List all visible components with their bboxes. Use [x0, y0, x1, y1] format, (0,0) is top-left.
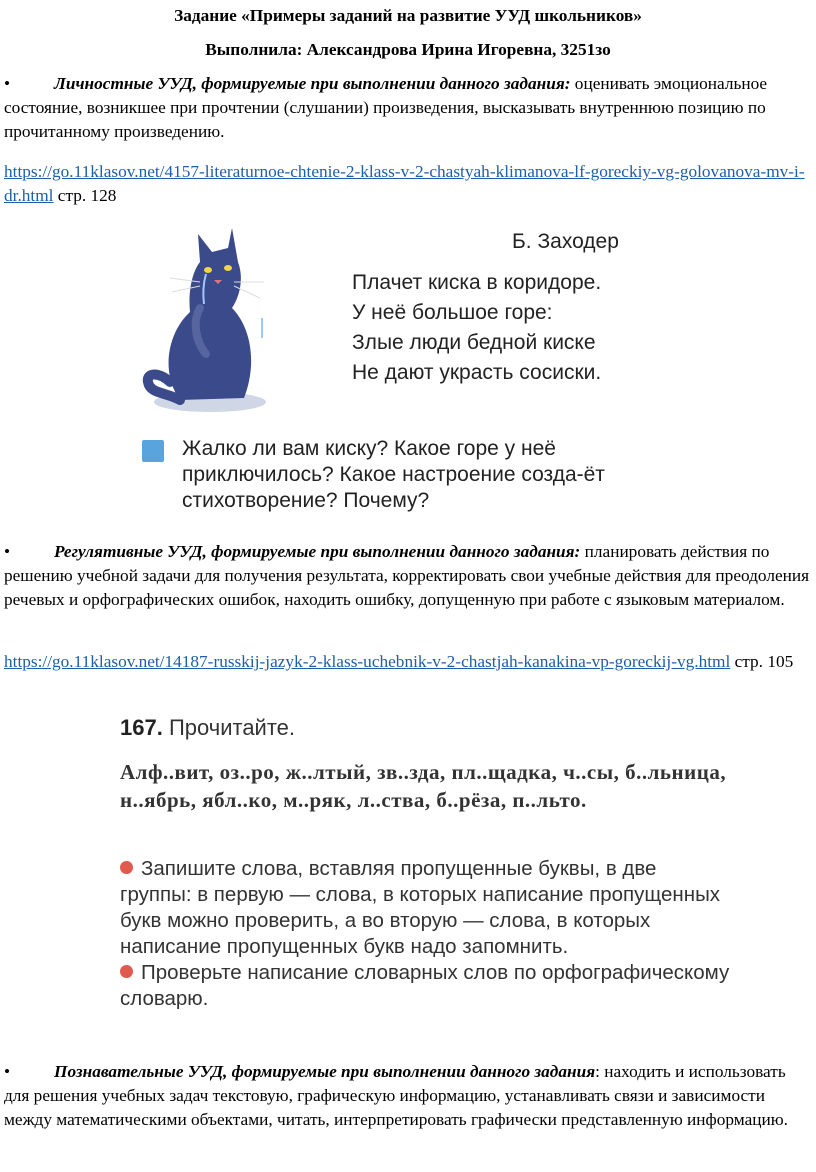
poem-line: У неё большое горе: — [352, 301, 553, 324]
document-title: Задание «Примеры заданий на развитие УУД школьников» — [174, 6, 642, 25]
section2-link[interactable]: https://go.11klasov.net/14187-russkij-jazyk-2-klass-uchebnik-v-2-chastjah-kanakina-vp-goreckij-vg.html — [4, 652, 731, 671]
section1-text: оценивать эмоциональное состояние, возникшее при прочтении (слушании) произведения, высказывать внутреннюю позицию по прочитанному произведению. — [4, 74, 768, 141]
section2-source — [4, 650, 812, 674]
section2-lead: Регулятивные УУД, формируемые при выполнении данного задания: — [54, 542, 581, 561]
section3-text: : находить и использовать для решения учебных задач текстовую, графическую информацию, устанавливать связи и зависимости между математическими объектами, читать, интерпретировать графически представленную информацию. — [4, 1062, 788, 1129]
exercise-instruction: Прочитайте. — [162, 715, 296, 740]
poem-author: Б. Заходер — [512, 230, 619, 253]
poem-line: Злые люди бедной киске — [352, 331, 596, 354]
section2-text: планировать действия по решению учебной задачи для получения результата, корректировать свои учебные действия для преодоления речевых и орфографических ошибок, находить ошибку, допущенную при работе с языковым материалом. — [4, 542, 810, 609]
crying-cat-illustration — [140, 222, 280, 422]
exercise-tasks — [120, 856, 732, 1012]
bullet-3: • — [4, 1062, 11, 1081]
section-regulatory-uud — [4, 540, 812, 612]
section-personal-uud — [4, 72, 812, 144]
bullet-1: • — [4, 74, 11, 93]
task-bullet-icon — [120, 861, 133, 874]
textbook-excerpt-exercise — [112, 716, 732, 1046]
textbook-excerpt-poem — [140, 222, 680, 522]
exercise-words: Алф..вит, оз..ро, ж..лтый, зв..зда, пл..щадка, ч..сы, б..льница, н..ябрь, ябл..ко, м..ряк, л..ства, б..рёза, п..льто. — [120, 760, 727, 812]
section1-page: стр. 128 — [53, 186, 117, 205]
section1-source — [4, 160, 812, 208]
section3-lead: Познавательные УУД, формируемые при выполнении данного задания — [54, 1062, 596, 1081]
poem-line: Не дают украсть сосиски. — [352, 361, 602, 384]
author-line: Выполнила: Александрова Ирина Игоревна, 3251зо — [205, 40, 611, 59]
section1-link[interactable]: https://go.11klasov.net/4157-literaturnoe-chtenie-2-klass-v-2-chastyah-klimanova-lf-goreckiy-vg-golovanova-mv-i-dr.html — [4, 162, 805, 205]
exercise-task-2: Проверьте написание словарных слов по орфографическому словарю. — [120, 961, 730, 1010]
exercise-heading — [120, 716, 295, 740]
section-cognitive-uud — [4, 1060, 812, 1132]
bullet-2: • — [4, 542, 11, 561]
task-bullet-icon — [120, 965, 133, 978]
question-marker-icon — [142, 440, 164, 462]
exercise-number: 167. — [120, 715, 163, 740]
poem-text — [352, 268, 601, 388]
poem-line: Плачет киска в коридоре. — [352, 271, 602, 294]
section1-lead: Личностные УУД, формируемые при выполнении данного задания: — [54, 74, 571, 93]
exercise-task-1: Запишите слова, вставляя пропущенные буквы, в две группы: в первую — слова, в которых написание пропущенных букв можно проверить, а во вторую — слова, в которых написание пропущенных букв надо запомнить. — [120, 857, 721, 958]
poem-question: Жалко ли вам киску? Какое горе у неё приключилось? Какое настроение созда-ёт стихотворение? Почему? — [182, 437, 605, 512]
section2-page: стр. 105 — [730, 652, 794, 671]
